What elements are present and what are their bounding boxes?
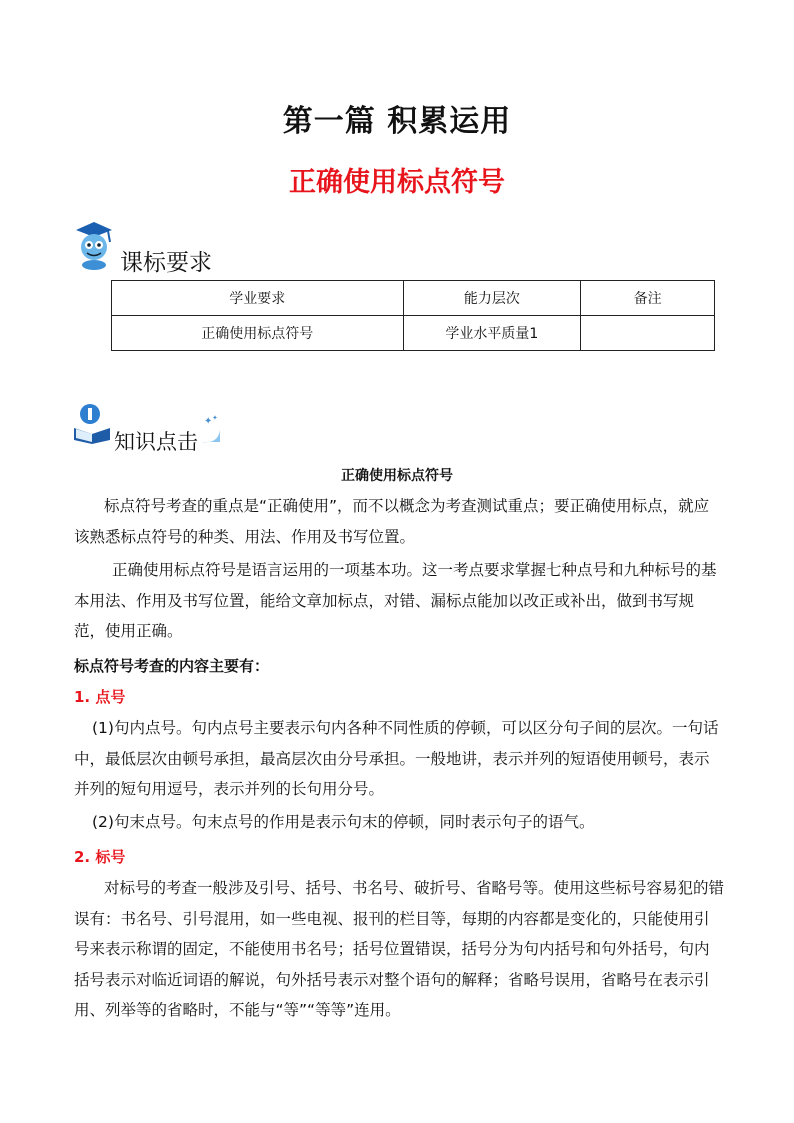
svg-text:✦: ✦ xyxy=(204,416,213,427)
table-cell xyxy=(581,316,715,351)
book-lamp-icon xyxy=(72,402,112,444)
paragraph-2: 正确使用标点符号是语言运用的一项基本功。这一考点要求掌握七种点号和九种标号的基本用法、作用及书写位置，能给文章加标点，对错、漏标点能加以改正或补出，做到书写规范，使用正确。 xyxy=(74,561,717,640)
sparkle-icon xyxy=(198,412,224,446)
requirements-table xyxy=(111,280,715,351)
paragraph-4: (2)句末点号。句末点号的作用是表示句末的停顿，同时表示句子的语气。 xyxy=(92,813,595,831)
table-row xyxy=(112,316,715,351)
scholar-mascot-icon xyxy=(72,220,116,270)
content-label: 标点符号考查的内容主要有： xyxy=(74,657,270,675)
paragraph-1: 标点符号考查的重点是“正确使用”，而不以概念为考查测试重点；要正确使用标点，就应该熟悉标点符号的种类、用法、作用及书写位置。 xyxy=(74,497,710,546)
table-header-cell: 学业要求 xyxy=(112,281,404,316)
subheading-dianhao: 1. 点号 xyxy=(74,688,126,706)
table-header-row xyxy=(112,281,715,316)
table-header-cell: 能力层次 xyxy=(403,281,581,316)
table-cell: 正确使用标点符号 xyxy=(112,316,404,351)
page-title: 第一篇 积累运用 xyxy=(282,104,512,139)
subheading-biaohao: 2. 标号 xyxy=(74,848,126,866)
table-header-cell: 备注 xyxy=(581,281,715,316)
table-cell: 学业水平质量1 xyxy=(403,316,581,351)
page-subtitle: 正确使用标点符号 xyxy=(289,167,505,198)
paragraph-3: (1)句内点号。句内点号主要表示句内各种不同性质的停顿，可以区分句子间的层次。一句话中，最低层次由顿号承担，最高层次由分号承担。一般地讲，表示并列的短语使用顿号，表示并列的短句用逗号，表示并列的长句用分号。 xyxy=(74,719,719,798)
section-heading-requirements: 课标要求 xyxy=(120,250,212,276)
section-heading-knowledge: 知识点击 xyxy=(114,430,198,454)
svg-text:✦: ✦ xyxy=(212,414,218,422)
knowledge-center-heading: 正确使用标点符号 xyxy=(341,468,453,484)
paragraph-5: 对标号的考查一般涉及引号、括号、书名号、破折号、省略号等。使用这些标号容易犯的错误有：书名号、引号混用，如一些电视、报刊的栏目等，每期的内容都是变化的，只能使用引号来表示称谓的固定，不能使用书名号；括号位置错误，括号分为句内括号和句外括号，句内括号表示对临近词语的解说，句外括号表示对整个语句的解释；省略号误用，省略号在表示引用、列举等的省略时，不能与“等”“等等”连用。 xyxy=(74,879,725,1019)
